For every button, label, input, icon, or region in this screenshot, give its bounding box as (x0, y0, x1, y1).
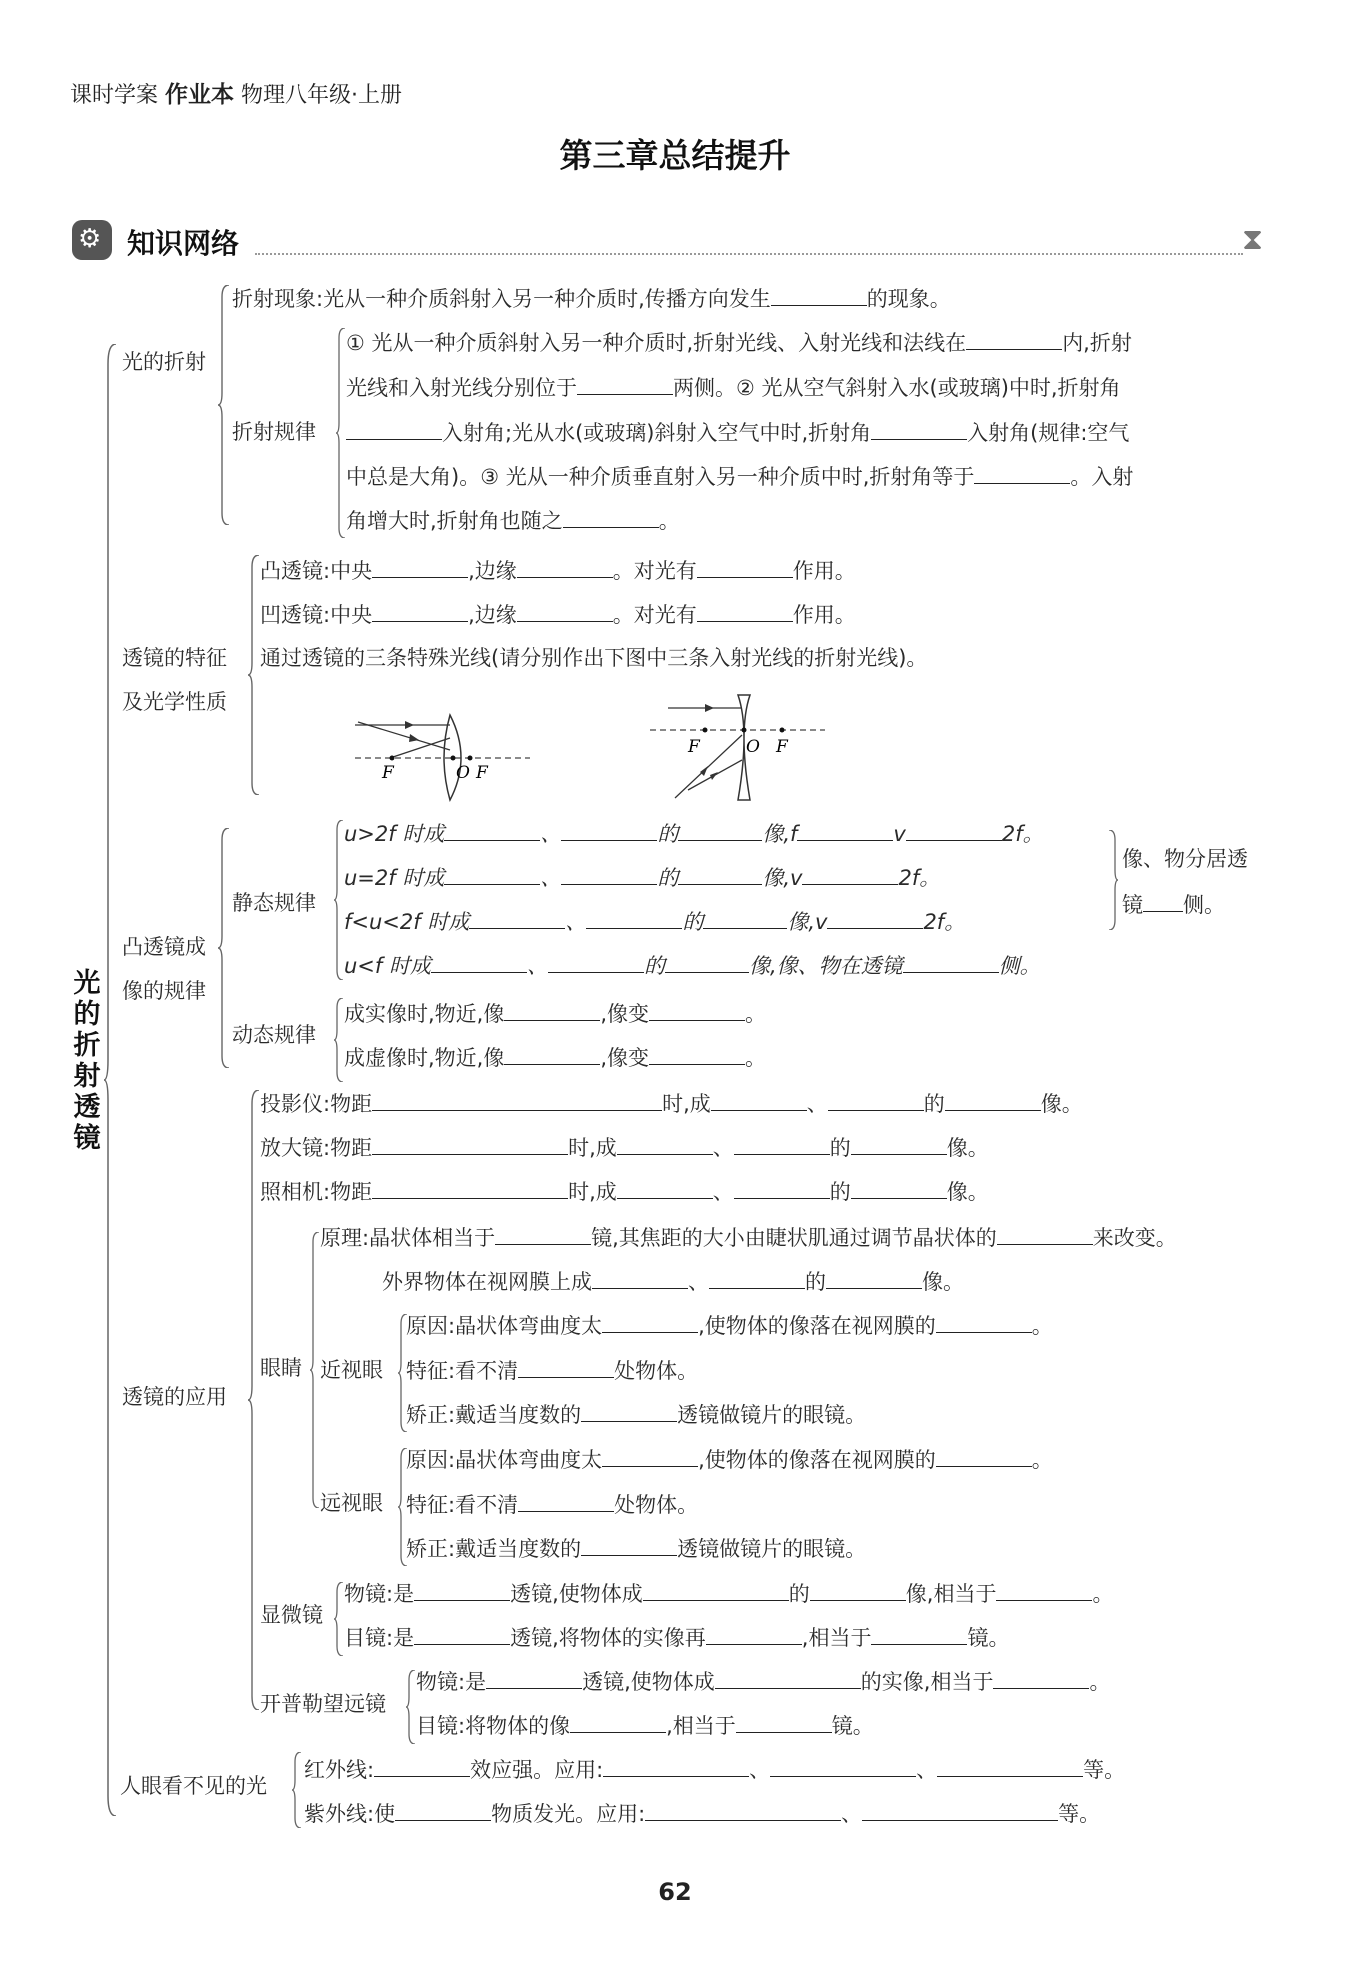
ir-text: 、 (916, 1758, 938, 1782)
side-note-text: 镜 (1122, 893, 1143, 917)
answer-blank[interactable] (372, 599, 468, 622)
answer-blank[interactable] (797, 818, 893, 841)
answer-blank[interactable] (736, 1710, 832, 1733)
answer-blank[interactable] (771, 283, 867, 306)
answer-blank[interactable] (697, 555, 793, 578)
camera-line (260, 1176, 989, 1207)
rule-text: 像,v (787, 910, 828, 934)
app-text: ,相当于 (801, 1626, 872, 1650)
ir-text: 等。 (1083, 1758, 1126, 1782)
concave-line (260, 599, 856, 630)
applications-label: 透镜的应用 (122, 1385, 227, 1409)
answer-blank[interactable] (372, 1132, 568, 1155)
answer-blank[interactable] (617, 1132, 713, 1155)
lens-diagrams (350, 690, 850, 810)
answer-blank[interactable] (734, 1176, 830, 1199)
law-text: 两侧。② 光从空气斜射入水(或玻璃)中时,折射角 (673, 376, 1121, 400)
refraction-law-label: 折射规律 (232, 420, 316, 444)
app-text: 的实像,相当于 (860, 1670, 994, 1694)
answer-blank[interactable] (592, 1266, 688, 1289)
hyperopia-label: 远视眼 (320, 1491, 383, 1515)
app-text: 特征:看不清 (406, 1493, 519, 1517)
rule-text: 、 (540, 866, 562, 890)
answer-blank[interactable] (649, 1042, 745, 1065)
answer-blank[interactable] (1143, 889, 1183, 912)
app-text: 镜。 (967, 1626, 1010, 1650)
rule-text: ,像变 (600, 1002, 650, 1026)
law-text: 入射角;光从水(或玻璃)斜射入空气中时,折射角 (442, 421, 872, 445)
uv-text: 物质发光。应用: (491, 1802, 646, 1826)
answer-blank[interactable] (709, 1266, 805, 1289)
law-line-5 (346, 505, 680, 536)
app-text: 目镜:将物体的像 (416, 1714, 571, 1738)
rule-text: 2f。 (898, 866, 941, 890)
phenomenon-end: 的现象。 (866, 287, 951, 311)
law-line-1 (346, 327, 1132, 358)
app-text: 的 (829, 1136, 851, 1160)
answer-blank[interactable] (966, 327, 1062, 350)
page-title: 第三章总结提升 (559, 136, 791, 175)
app-text: 物镜:是 (416, 1670, 487, 1694)
phenomenon-label: 折射现象 (232, 287, 316, 311)
answer-blank[interactable] (603, 1754, 749, 1777)
imaging-label-1: 凸透镜成 (122, 935, 206, 959)
uv-text: 、 (841, 1802, 863, 1826)
law-line-2 (346, 372, 1121, 403)
subject-name: 物理八年级·上册 (241, 83, 403, 108)
answer-blank[interactable] (586, 906, 682, 929)
app-text: 。 (1031, 1314, 1053, 1338)
ir-text: 红外线: (304, 1758, 375, 1782)
rule-text: 成实像时,物近,像 (344, 1002, 505, 1026)
app-text: 矫正:戴适当度数的 (406, 1403, 582, 1427)
law-text: 内,折射 (1062, 331, 1132, 355)
answer-blank[interactable] (561, 818, 657, 841)
rays-instruction: 通过透镜的三条特殊光线(请分别作出下图中三条入射光线的折射光线)。 (260, 646, 928, 670)
imaging-label-2: 像的规律 (122, 979, 206, 1003)
answer-blank[interactable] (414, 1622, 510, 1645)
answer-blank[interactable] (563, 505, 659, 528)
dynamic-label: 动态规律 (232, 1023, 316, 1047)
answer-blank[interactable] (561, 862, 657, 885)
hyperopia-feature (406, 1489, 698, 1520)
concave-text: 。对光有 (612, 603, 697, 627)
answer-blank[interactable] (395, 1798, 491, 1821)
app-text: 照相机:物距 (260, 1180, 373, 1204)
microscope-objective (344, 1578, 1113, 1609)
app-text: 像。 (946, 1136, 989, 1160)
optical-center-label: O (746, 737, 760, 757)
convex-text: 。对光有 (612, 559, 697, 583)
app-text: 放大镜:物距 (260, 1136, 373, 1160)
app-text: 透镜,使物体成 (510, 1582, 643, 1606)
refraction-phenomenon: 折射现象:光从一种介质斜射入另一种介质时,传播方向发生 的现象。 (232, 283, 951, 314)
answer-blank[interactable] (570, 1710, 666, 1733)
answer-blank[interactable] (431, 950, 527, 973)
app-text: 像。 (922, 1270, 964, 1294)
law-text: 光线和入射光线分别位于 (346, 376, 577, 400)
telescope-eyepiece (416, 1710, 874, 1741)
answer-blank[interactable] (602, 1310, 698, 1333)
rule-text: 成虚像时,物近,像 (344, 1046, 505, 1070)
app-text: 投影仪:物距 (260, 1092, 373, 1116)
hyperopia-correction (406, 1533, 866, 1564)
refraction-label: 光的折射 (122, 350, 206, 374)
app-text: 物镜:是 (344, 1582, 415, 1606)
answer-blank[interactable] (577, 372, 673, 395)
app-text: 。 (1089, 1670, 1111, 1694)
app-text: 镜。 (831, 1714, 874, 1738)
rule-text: f<u<2f 时成 (344, 910, 470, 934)
app-text: 。 (1092, 1582, 1114, 1606)
side-note-2 (1122, 889, 1225, 920)
lens-label-2: 及光学性质 (122, 690, 227, 714)
ir-text: 效应强。应用: (470, 1758, 604, 1782)
answer-blank[interactable] (828, 1088, 924, 1111)
convex-text: 凸透镜:中央 (260, 559, 373, 583)
answer-blank[interactable] (617, 1176, 713, 1199)
law-line-4 (346, 461, 1133, 492)
microscope-brace (334, 1582, 344, 1656)
static-rule-2 (344, 862, 940, 893)
app-text: 时,成 (662, 1092, 711, 1116)
rule-text: 像,像、物在透镜 (748, 954, 903, 978)
concave-text: ,边缘 (468, 603, 517, 627)
rule-text: 的 (682, 910, 704, 934)
gear-icon: ⚙ (72, 220, 112, 260)
app-text: ,相当于 (666, 1714, 736, 1738)
projector-line (260, 1088, 1083, 1119)
side-brace (1108, 830, 1118, 930)
app-text: ,使物体的像落在视网膜的 (698, 1448, 936, 1472)
lens-label-1: 透镜的特征 (122, 646, 227, 670)
law-text: 。入射 (1070, 465, 1134, 489)
static-label: 静态规律 (232, 891, 316, 915)
answer-blank[interactable] (581, 1533, 677, 1556)
answer-blank[interactable] (444, 818, 540, 841)
app-text: ,使物体的像落在视网膜的 (698, 1314, 936, 1338)
myopia-feature (406, 1355, 698, 1386)
app-text: 透镜,将物体的实像再 (510, 1626, 706, 1650)
root-label: 光的折射 透镜 (73, 968, 101, 1154)
app-text: 处物体。 (614, 1359, 699, 1383)
answer-blank[interactable] (649, 998, 745, 1021)
app-text: 的 (805, 1270, 826, 1294)
invisible-brace (292, 1752, 302, 1828)
rule-text: 、 (565, 910, 587, 934)
side-note-text: 侧。 (1183, 893, 1225, 917)
app-text: 目镜:是 (344, 1626, 415, 1650)
law-brace (336, 328, 346, 538)
microscope-label: 显微镜 (260, 1603, 323, 1627)
rule-text: ,像变 (600, 1046, 650, 1070)
static-rule-4 (344, 950, 1041, 981)
app-text: 外界物体在视网膜上成 (382, 1270, 592, 1294)
answer-blank[interactable] (372, 1176, 568, 1199)
answer-blank[interactable] (851, 1176, 947, 1199)
answer-blank[interactable] (906, 818, 1002, 841)
answer-blank[interactable] (504, 1042, 600, 1065)
answer-blank[interactable] (645, 1798, 841, 1821)
section-title: 知识网络 (127, 227, 240, 260)
answer-blank[interactable] (871, 1622, 967, 1645)
app-text: 透镜做镜片的眼镜。 (677, 1537, 867, 1561)
app-text: 、 (806, 1092, 828, 1116)
book-name: 作业本 (165, 82, 235, 108)
phenomenon-text: 光从一种介质斜射入另一种介质时,传播方向发生 (323, 287, 771, 311)
rule-text: 、 (526, 954, 548, 978)
rule-text: 的 (657, 866, 679, 890)
answer-blank[interactable] (548, 950, 644, 973)
rule-text: 的 (643, 954, 665, 978)
app-text: 来改变。 (1092, 1226, 1177, 1250)
answer-blank[interactable] (517, 555, 613, 578)
answer-blank[interactable] (996, 1578, 1092, 1601)
answer-blank[interactable] (862, 1798, 1058, 1821)
focus-label: F (776, 737, 788, 757)
answer-blank[interactable] (937, 1754, 1083, 1777)
optical-center-label: O (456, 763, 470, 783)
telescope-objective (416, 1666, 1110, 1697)
myopia-label: 近视眼 (320, 1358, 383, 1382)
running-header (70, 76, 402, 109)
answer-blank[interactable] (643, 1578, 789, 1601)
answer-blank[interactable] (936, 1444, 1032, 1467)
rule-text: 。 (745, 1046, 767, 1070)
rule-text: u<f 时成 (344, 954, 431, 978)
rule-text: 。 (745, 1002, 767, 1026)
focus-label: F (476, 763, 488, 783)
answer-blank[interactable] (706, 1622, 802, 1645)
answer-blank[interactable] (715, 1666, 861, 1689)
answer-blank[interactable] (602, 1444, 698, 1467)
answer-blank[interactable] (997, 1222, 1093, 1245)
rule-text: 像,f (762, 822, 798, 846)
invisible-light-label: 人眼看不见的光 (120, 1774, 267, 1798)
answer-blank[interactable] (974, 461, 1070, 484)
app-text: 的 (788, 1582, 810, 1606)
ir-text: 、 (749, 1758, 771, 1782)
lens-brace (248, 555, 260, 795)
app-text: 原因:晶状体弯曲度太 (406, 1314, 603, 1338)
answer-blank[interactable] (711, 1088, 807, 1111)
answer-blank[interactable] (665, 950, 749, 973)
answer-blank[interactable] (346, 417, 442, 440)
page-number: 62 (658, 1878, 692, 1906)
static-rule-1 (344, 818, 1044, 849)
dynamic-rule-1 (344, 998, 766, 1029)
rule-text: u=2f 时成 (344, 866, 445, 890)
telescope-brace (406, 1670, 416, 1744)
answer-blank[interactable] (581, 1399, 677, 1422)
rule-text: 像,v (762, 866, 803, 890)
answer-blank[interactable] (678, 862, 762, 885)
law-text: 中总是大角)。③ 光从一种介质垂直射入另一种介质中时,折射角等于 (346, 465, 975, 489)
app-text: 原理:晶状体相当于 (320, 1226, 496, 1250)
answer-blank[interactable] (810, 1578, 906, 1601)
refraction-brace (218, 285, 230, 525)
hyperopia-cause (406, 1444, 1053, 1475)
telescope-label: 开普勒望远镜 (260, 1692, 386, 1716)
convex-text: ,边缘 (468, 559, 517, 583)
eye-label: 眼睛 (260, 1356, 302, 1380)
convex-line (260, 555, 856, 586)
app-text: 时,成 (568, 1136, 617, 1160)
app-text: 透镜,使物体成 (582, 1670, 715, 1694)
dynamic-brace (334, 998, 344, 1082)
rule-text: 2f。 (1001, 822, 1044, 846)
myopia-correction (406, 1399, 866, 1430)
answer-blank[interactable] (504, 998, 600, 1021)
section-divider (255, 253, 1243, 255)
answer-blank[interactable] (903, 950, 999, 973)
answer-blank[interactable] (518, 1355, 614, 1378)
law-text: ① 光从一种介质斜射入另一种介质时,折射光线、入射光线和法线在 (346, 331, 967, 355)
answer-blank[interactable] (374, 1754, 470, 1777)
law-line-3 (346, 417, 1129, 448)
answer-blank[interactable] (414, 1578, 510, 1601)
answer-blank[interactable] (826, 1266, 922, 1289)
microscope-eyepiece (344, 1622, 1009, 1653)
answer-blank[interactable] (734, 1132, 830, 1155)
uv-text: 等。 (1058, 1802, 1101, 1826)
applications-brace (248, 1090, 260, 1710)
answer-blank[interactable] (678, 818, 762, 841)
app-text: 、 (688, 1270, 709, 1294)
infrared-line (304, 1754, 1125, 1785)
concave-text: 凹透镜:中央 (260, 603, 373, 627)
rule-text: 侧。 (998, 954, 1041, 978)
app-text: 原因:晶状体弯曲度太 (406, 1448, 603, 1472)
app-text: 像。 (946, 1180, 989, 1204)
eye-principle-2 (382, 1266, 964, 1297)
magnifier-line (260, 1132, 989, 1163)
app-text: 的 (829, 1180, 851, 1204)
app-text: 透镜做镜片的眼镜。 (677, 1403, 867, 1427)
answer-blank[interactable] (697, 599, 793, 622)
rule-text: 2f。 (923, 910, 966, 934)
answer-blank[interactable] (495, 1222, 591, 1245)
answer-blank[interactable] (444, 862, 540, 885)
rule-text: v (893, 822, 906, 846)
static-brace (334, 820, 344, 980)
uv-text: 紫外线:使 (304, 1802, 396, 1826)
app-text: 、 (712, 1180, 734, 1204)
answer-blank[interactable] (945, 1088, 1041, 1111)
focus-label: F (688, 737, 700, 757)
answer-blank[interactable] (827, 906, 923, 929)
eye-principle (320, 1222, 1177, 1253)
law-text: 入射角(规律:空气 (967, 421, 1130, 445)
ultraviolet-line (304, 1798, 1100, 1829)
rule-text: 的 (657, 822, 679, 846)
convex-lens-diagram (355, 715, 530, 800)
answer-blank[interactable] (770, 1754, 916, 1777)
eye-brace (310, 1232, 320, 1508)
answer-blank[interactable] (936, 1310, 1032, 1333)
hourglass-icon: ⧗ (1242, 222, 1264, 257)
app-text: 、 (712, 1136, 734, 1160)
myopia-cause (406, 1310, 1053, 1341)
law-text: 角增大时,折射角也随之 (346, 509, 563, 533)
app-text: 。 (1031, 1448, 1053, 1472)
focus-label: F (382, 763, 394, 783)
rule-text: 、 (540, 822, 562, 846)
app-text: 矫正:戴适当度数的 (406, 1537, 582, 1561)
series-name: 课时学案 (70, 83, 159, 108)
app-text: 处物体。 (614, 1493, 699, 1517)
answer-blank[interactable] (802, 862, 898, 885)
app-text: 像。 (1040, 1092, 1083, 1116)
rule-text: u>2f 时成 (344, 822, 445, 846)
concave-text: 作用。 (792, 603, 856, 627)
answer-blank[interactable] (517, 599, 613, 622)
side-note-1: 像、物分居透 (1122, 847, 1248, 871)
answer-blank[interactable] (871, 417, 967, 440)
app-text: 时,成 (568, 1180, 617, 1204)
answer-blank[interactable] (372, 555, 468, 578)
answer-blank[interactable] (469, 906, 565, 929)
answer-blank[interactable] (993, 1666, 1089, 1689)
root-brace (104, 344, 118, 1816)
answer-blank[interactable] (372, 1088, 662, 1111)
concave-lens-diagram (650, 695, 825, 800)
imaging-brace (218, 828, 230, 1068)
convex-text: 作用。 (792, 559, 856, 583)
dynamic-rule-2 (344, 1042, 766, 1073)
law-text: 。 (658, 509, 680, 533)
answer-blank[interactable] (703, 906, 787, 929)
app-text: 镜,其焦距的大小由睫状肌通过调节晶状体的 (591, 1226, 997, 1250)
answer-blank[interactable] (518, 1489, 614, 1512)
app-text: 特征:看不清 (406, 1359, 519, 1383)
static-rule-3 (344, 906, 965, 937)
app-text: 的 (923, 1092, 945, 1116)
answer-blank[interactable] (851, 1132, 947, 1155)
answer-blank[interactable] (486, 1666, 582, 1689)
app-text: 像,相当于 (905, 1582, 997, 1606)
